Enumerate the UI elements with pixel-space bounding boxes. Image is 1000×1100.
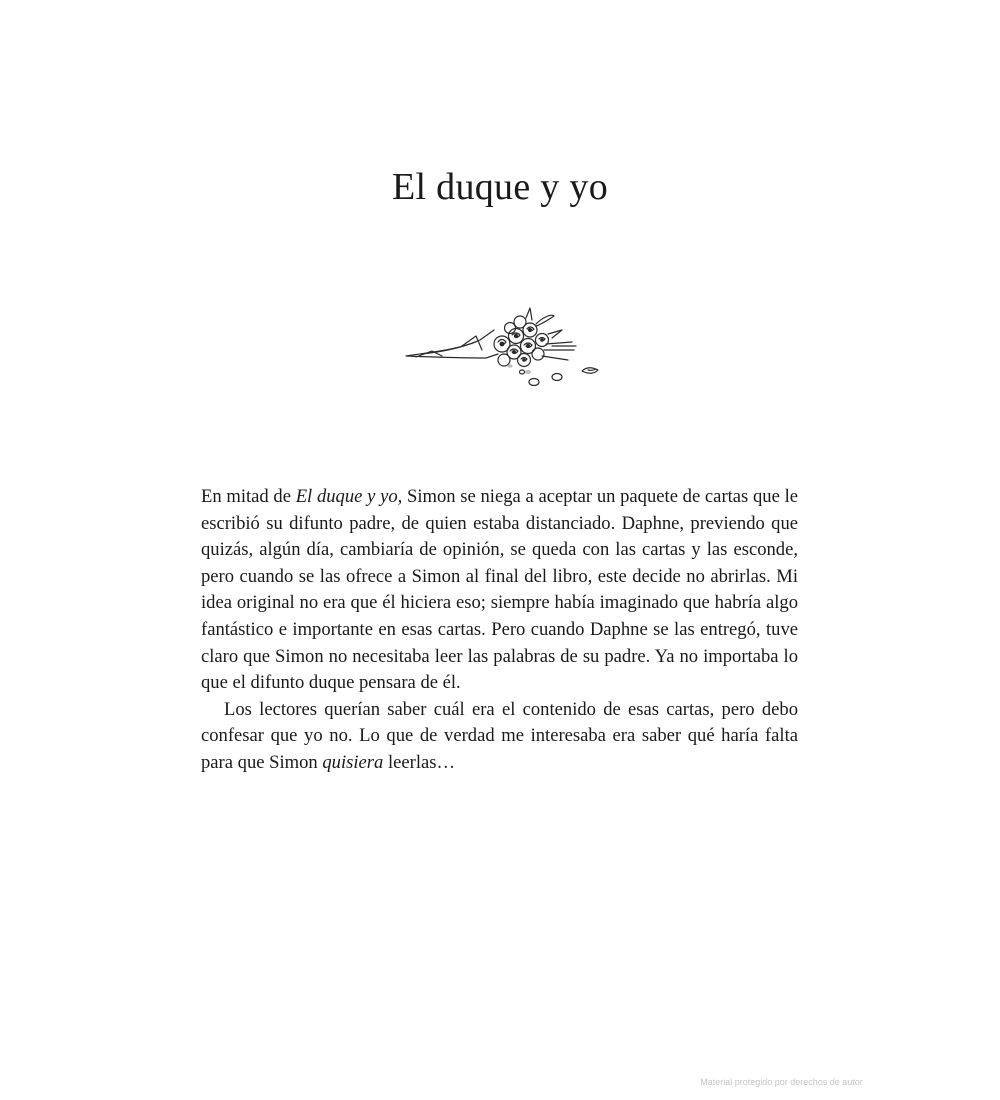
book-title-italic: El duque y yo, [295, 486, 403, 507]
body-text [201, 484, 798, 777]
rose-bouquet-icon [402, 300, 608, 392]
paragraph-1 [201, 484, 798, 697]
paragraph-text: Los lectores querían saber cuál era el contenido de esas cartas, pero debo confesar que yo no. Lo que de verdad me interesaba era saber qué haría falta para que Simon [201, 698, 798, 773]
copyright-footer: Material protegido por derechos de autor [700, 1077, 863, 1087]
paragraph-text: Simon se niega a aceptar un paquete de cartas que le escribió su difunto padre, de quien estaba distanciado. Daphne, previendo que quizás, algún día, cambiaría de opinión, se queda con las cartas y las esconde, pero cuando se las ofrece a Simon al final del libro, este decide no abrirlas. Mi idea original no era que él hiciera eso; siempre había imaginado que habría algo fantástico e importante en esas cartas. Pero cuando Daphne se las entregó, tuve claro que Simon no necesitaba leer las palabras de su padre. Ya no importaba lo que el difunto duque pensara de él. [201, 486, 798, 694]
emphasis-italic: quisiera [322, 751, 384, 773]
chapter-title: El duque y yo [391, 166, 609, 208]
paragraph-2 [201, 697, 798, 777]
paragraph-text: En mitad de [201, 486, 296, 507]
paragraph-text: leerlas… [383, 751, 456, 773]
